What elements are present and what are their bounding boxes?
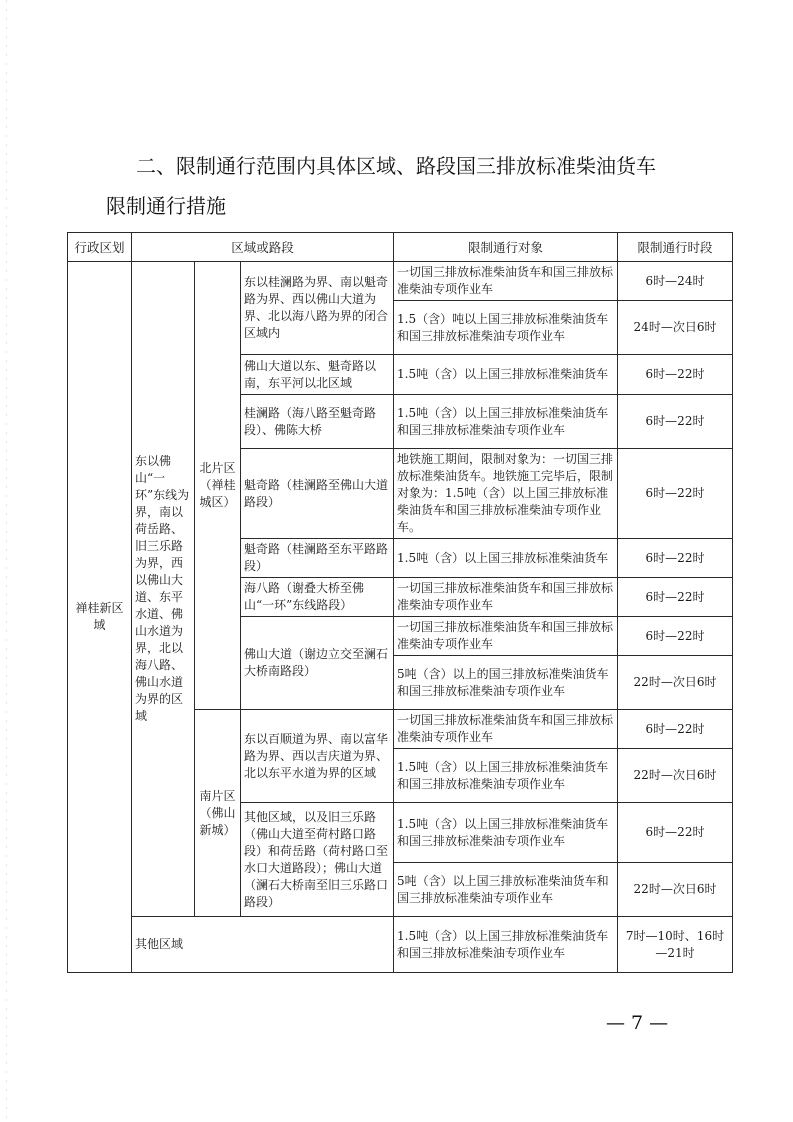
- scan-edge: [6, 0, 7, 1122]
- time-cell: 22时—次日6时: [618, 656, 733, 710]
- target-cell: 一切国三排放标准柴油货车和国三排放标准柴油专项作业车: [394, 578, 618, 617]
- time-cell: 6时—24时: [618, 262, 733, 301]
- target-cell: 一切国三排放标准柴油货车和国三排放标准柴油专项作业车: [394, 262, 618, 301]
- time-cell: 6时—22时: [618, 355, 733, 395]
- area-cell: 佛山大道（谢边立交至澜石大桥南路段）: [241, 617, 394, 710]
- north-zone-cell: 北片区（禅桂城区）: [195, 262, 241, 710]
- page-number: — 7 —: [606, 1012, 669, 1034]
- header-target: 限制通行对象: [394, 233, 618, 262]
- table-row: [68, 917, 733, 973]
- area-cell: 东以桂澜路为界、南以魁奇路为界、西以佛山大道为界、北以海八路为界的闭合区域内: [241, 262, 394, 355]
- section-subtitle: 限制通行措施: [106, 194, 226, 218]
- time-cell: 24时—次日6时: [618, 301, 733, 355]
- other-zone-cell: 其他区域: [132, 917, 394, 973]
- restriction-table: [67, 232, 733, 973]
- target-cell: 地铁施工期间，限制对象为：一切国三排放标准柴油货车。地铁施工完毕后，限制对象为：1.5吨（含）以上国三排放标准柴油货车和国三排放标准柴油专项作业车。: [394, 449, 618, 539]
- time-cell: 22时—次日6时: [618, 863, 733, 917]
- time-cell: 6时—22时: [618, 539, 733, 578]
- target-cell: 一切国三排放标准柴油货车和国三排放标准柴油专项作业车: [394, 617, 618, 656]
- zone-description-cell: 东以佛山“一环”东线为界，南以荷岳路、旧三乐路为界，西以佛山大道、东平水道、佛山水道为界，北以海八路、佛山水道为界的区域: [132, 262, 195, 917]
- area-cell: 佛山大道以东、魁奇路以南，东平河以北区域: [241, 355, 394, 395]
- time-cell: 6时—22时: [618, 578, 733, 617]
- table-row: [68, 262, 733, 301]
- section-title: 二、限制通行范围内具体区域、路段国三排放标准柴油货车: [136, 154, 656, 178]
- area-cell: 魁奇路（桂澜路至东平路路段）: [241, 539, 394, 578]
- target-cell: 1.5吨（含）以上国三排放标准柴油货车和国三排放标准柴油专项作业车: [394, 749, 618, 803]
- target-cell: 1.5吨（含）以上国三排放标准柴油货车和国三排放标准柴油专项作业车: [394, 803, 618, 863]
- target-cell: 一切国三排放标准柴油货车和国三排放标准柴油专项作业车: [394, 710, 618, 749]
- table-header-row: [68, 233, 733, 262]
- header-area: 区域或路段: [132, 233, 394, 262]
- time-cell: 6时—22时: [618, 449, 733, 539]
- target-cell: 1.5吨（含）以上国三排放标准柴油货车: [394, 539, 618, 578]
- target-cell: 1.5吨（含）以上国三排放标准柴油货车和国三排放标准柴油专项作业车: [394, 917, 618, 973]
- district-cell: 禅桂新区域: [68, 262, 132, 973]
- area-cell: 东以百顺道为界、南以富华路为界、西以吉庆道为界、北以东平水道为界的区域: [241, 710, 394, 803]
- header-district: 行政区划: [68, 233, 132, 262]
- target-cell: 5吨（含）以上的国三排放标准柴油货车和国三排放标准柴油专项作业车: [394, 656, 618, 710]
- area-cell: 海八路（谢叠大桥至佛山“一环”东线路段）: [241, 578, 394, 617]
- target-cell: 1.5吨（含）以上国三排放标准柴油货车: [394, 355, 618, 395]
- target-cell: 5吨（含）以上国三排放标准柴油货车和国三排放标准柴油专项作业车: [394, 863, 618, 917]
- time-cell: 6时—22时: [618, 710, 733, 749]
- time-cell: 6时—22时: [618, 617, 733, 656]
- time-cell: 7时—10时、16时—21时: [618, 917, 733, 973]
- area-cell: 桂澜路（海八路至魁奇路段）、佛陈大桥: [241, 395, 394, 449]
- target-cell: 1.5吨（含）以上国三排放标准柴油货车和国三排放标准柴油专项作业车: [394, 395, 618, 449]
- header-time: 限制通行时段: [618, 233, 733, 262]
- south-zone-cell: 南片区（佛山新城）: [195, 710, 241, 917]
- time-cell: 22时—次日6时: [618, 749, 733, 803]
- area-cell: 魁奇路（桂澜路至佛山大道路段）: [241, 449, 394, 539]
- area-cell: 其他区域，以及旧三乐路（佛山大道至荷村路口路段）和荷岳路（荷村路口至水口大道路段）；佛山大道（澜石大桥南至旧三乐路口路段）: [241, 803, 394, 917]
- time-cell: 6时—22时: [618, 395, 733, 449]
- time-cell: 6时—22时: [618, 803, 733, 863]
- target-cell: 1.5（含）吨以上国三排放标准柴油货车和国三排放标准柴油专项作业车: [394, 301, 618, 355]
